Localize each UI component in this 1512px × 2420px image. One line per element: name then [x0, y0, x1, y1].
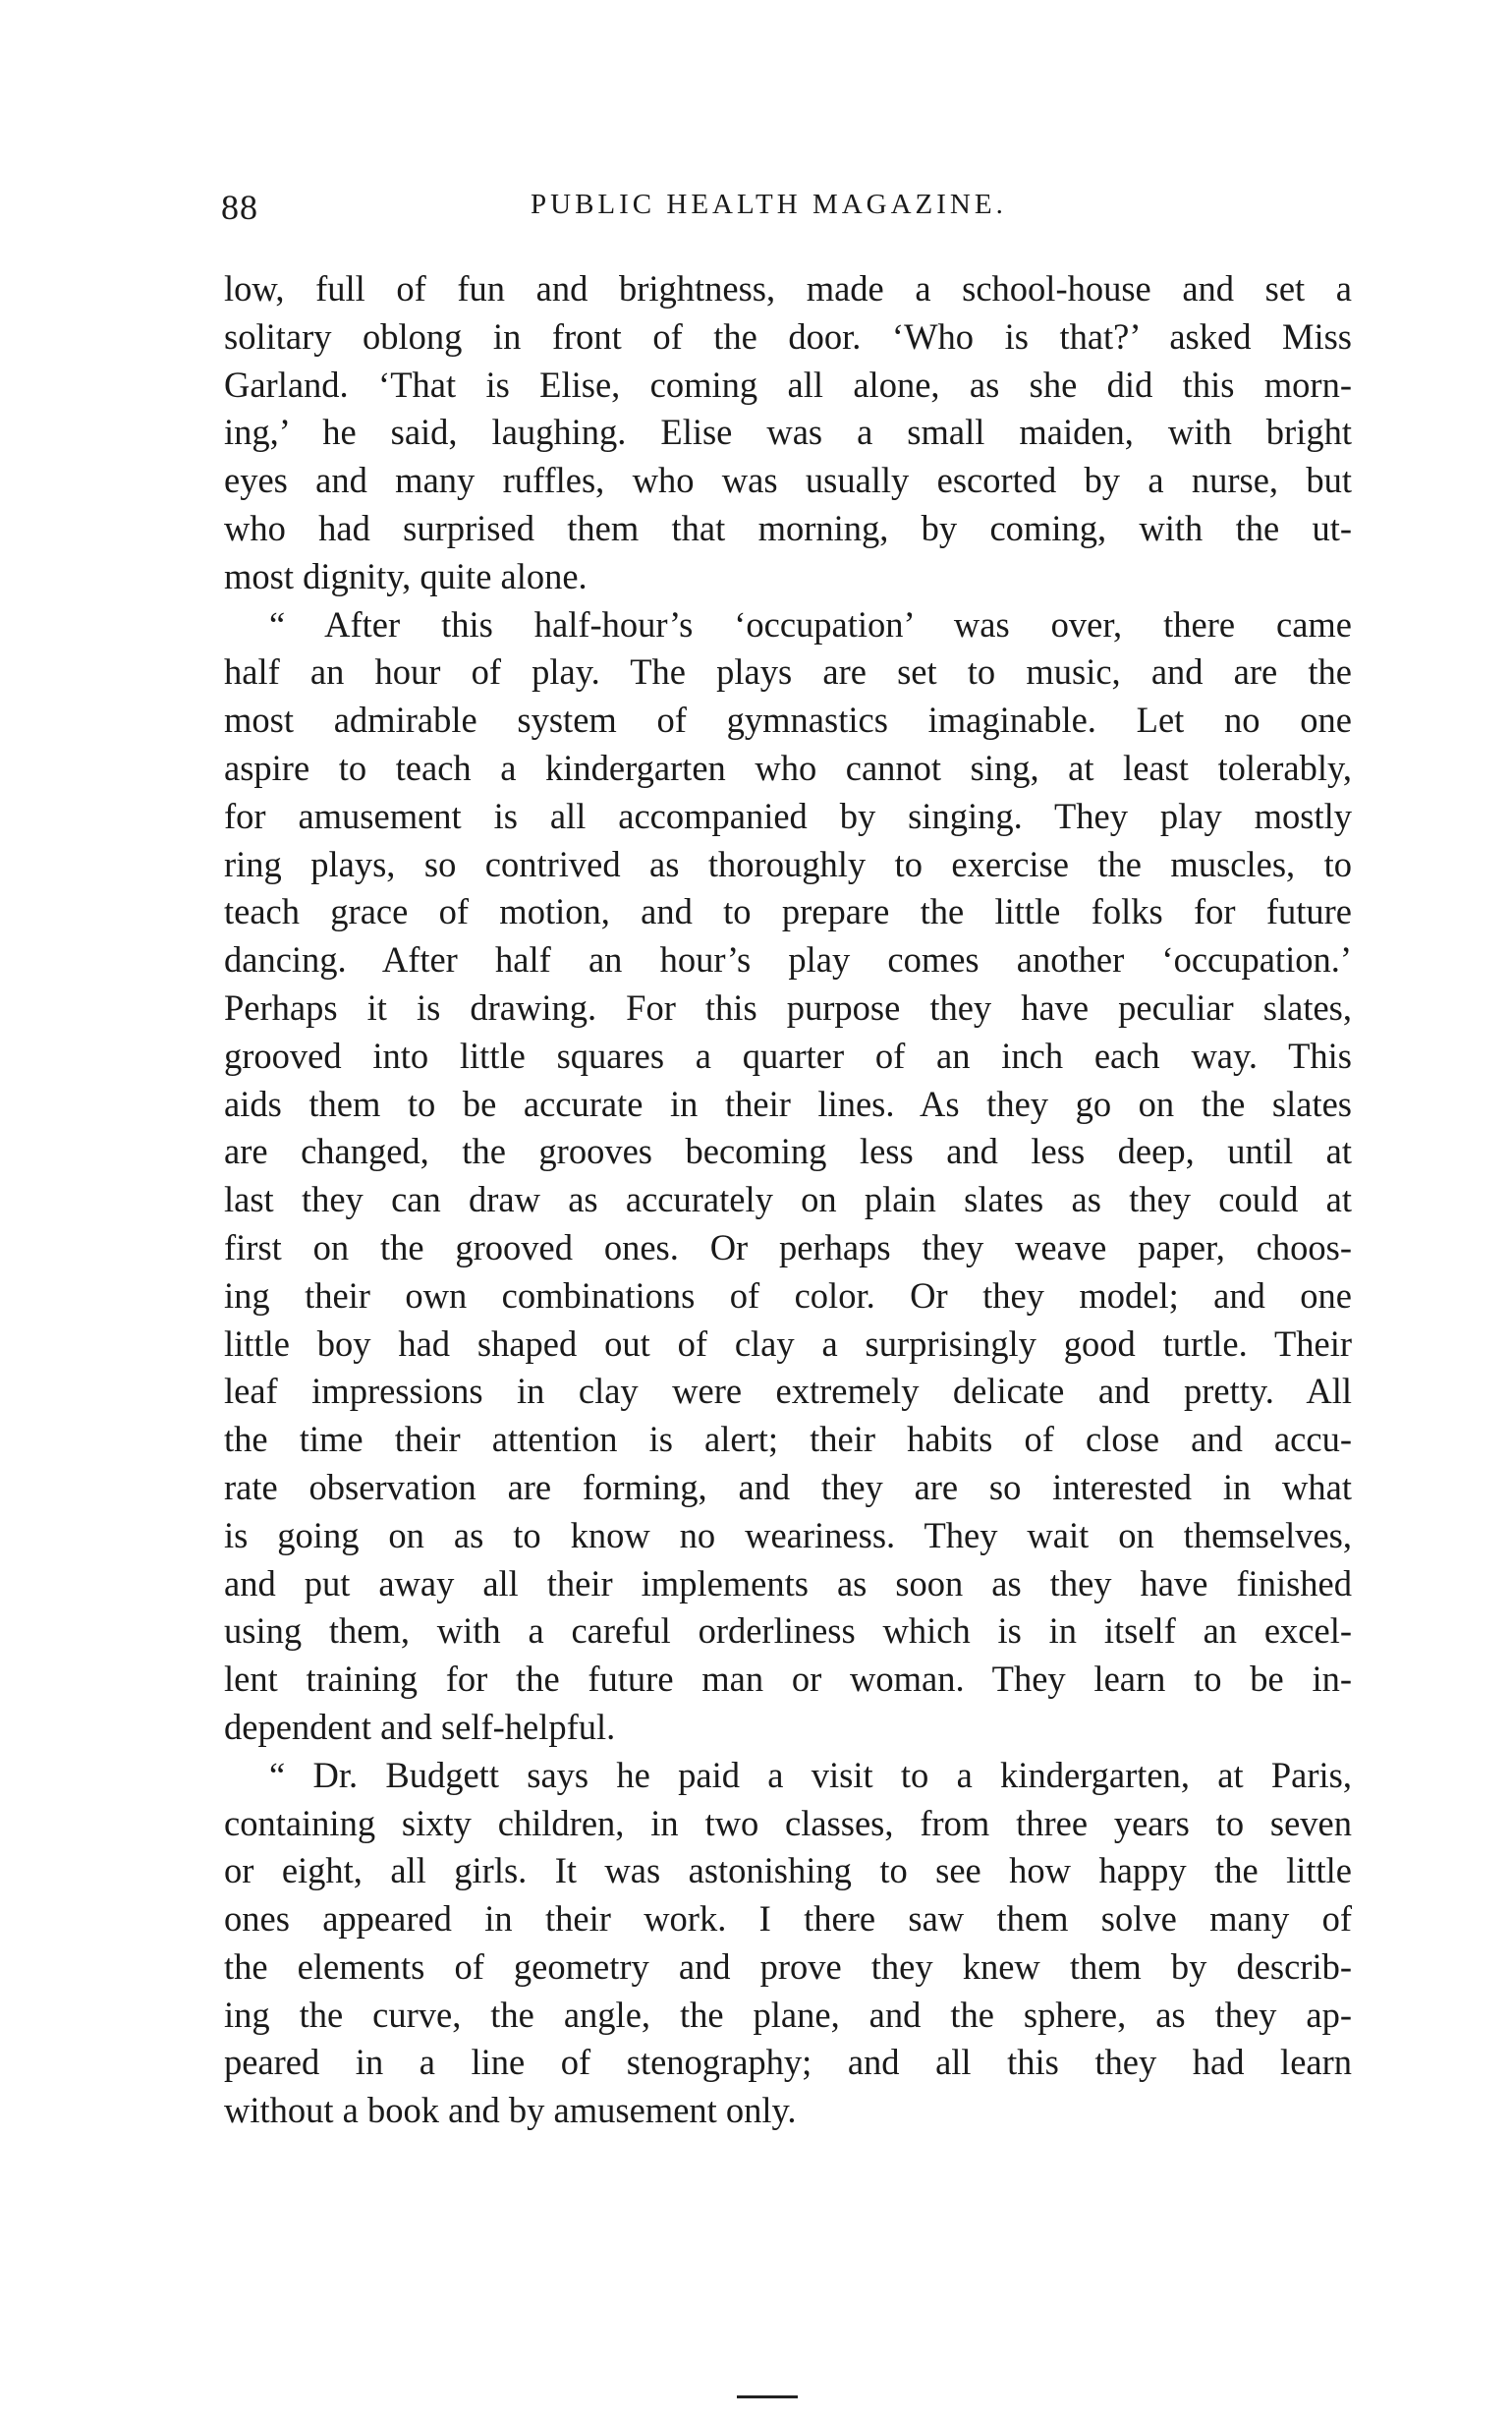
- text-line: aids them to be accurate in their lines. As they go on the slates: [224, 1083, 1352, 1124]
- text-line: the elements of geometry and prove they knew them by describ-: [224, 1945, 1352, 1987]
- text-line: are changed, the grooves becoming less and less deep, until at: [224, 1131, 1352, 1172]
- text-line: first on the grooved ones. Or perhaps they weave paper, choos-: [224, 1226, 1352, 1267]
- text-line: “ Dr. Budgett says he paid a visit to a kindergarten, at Paris,: [269, 1754, 1352, 1795]
- text-line: containing sixty children, in two classes, from three years to seven: [224, 1802, 1352, 1843]
- paragraph: [224, 601, 1352, 1752]
- text-line: peared in a line of stenography; and all this they had learn: [224, 2042, 1352, 2083]
- bottom-rule: [737, 2395, 798, 2398]
- text-line: rate observation are forming, and they are so interested in what: [224, 1466, 1352, 1507]
- text-line: ing the curve, the angle, the plane, and the sphere, as they ap-: [224, 1994, 1352, 2035]
- paragraph: [224, 1752, 1352, 2135]
- running-head: PUBLIC HEALTH MAGAZINE.: [531, 189, 1007, 220]
- text-line: using them, with a careful orderliness which is in itself an excel-: [224, 1610, 1352, 1652]
- text-line: is going on as to know no weariness. They wait on themselves,: [224, 1514, 1352, 1555]
- text-line: teach grace of motion, and to prepare the little folks for future: [224, 891, 1352, 932]
- text-line: the time their attention is alert; their habits of close and accu-: [224, 1419, 1352, 1460]
- text-line: ing their own combinations of color. Or they model; and one: [224, 1274, 1352, 1316]
- text-line: leaf impressions in clay were extremely delicate and pretty. All: [224, 1371, 1352, 1412]
- text-line: dancing. After half an hour’s play comes another ‘occupation.’: [224, 939, 1352, 981]
- text-line: lent training for the future man or woman. They learn to be in-: [224, 1659, 1352, 1700]
- text-line: who had surprised them that morning, by coming, with the ut-: [224, 507, 1352, 548]
- paragraph: [224, 265, 1352, 601]
- text-line: for amusement is all accompanied by singing. They play mostly: [224, 795, 1352, 836]
- text-line: half an hour of play. The plays are set to music, and are the: [224, 651, 1352, 693]
- page-header: [221, 187, 1390, 236]
- text-line: low, full of fun and brightness, made a school-house and set a: [224, 268, 1352, 309]
- body-text: [224, 265, 1352, 2135]
- text-line: ing,’ he said, laughing. Elise was a small maiden, with bright: [224, 412, 1352, 453]
- text-line: most dignity, quite alone.: [224, 555, 588, 596]
- text-line: and put away all their implements as soon as they have finished: [224, 1562, 1352, 1604]
- text-line: last they can draw as accurately on plain slates as they could at: [224, 1179, 1352, 1220]
- text-line: Perhaps it is drawing. For this purpose they have peculiar slates,: [224, 986, 1352, 1028]
- text-line: ones appeared in their work. I there saw them solve many of: [224, 1898, 1352, 1940]
- page-number: 88: [221, 188, 258, 227]
- text-line: dependent and self-helpful.: [224, 1706, 616, 1747]
- text-line: without a book and by amusement only.: [224, 2090, 797, 2131]
- text-line: Garland. ‘That is Elise, coming all alone, as she did this morn-: [224, 364, 1352, 405]
- text-line: most admirable system of gymnastics imaginable. Let no one: [224, 700, 1352, 741]
- text-line: ring plays, so contrived as thoroughly to exercise the muscles, to: [224, 843, 1352, 884]
- text-line: eyes and many ruffles, who was usually escorted by a nurse, but: [224, 460, 1352, 501]
- text-line: or eight, all girls. It was astonishing to see how happy the little: [224, 1850, 1352, 1891]
- text-line: solitary oblong in front of the door. ‘Who is that?’ asked Miss: [224, 315, 1352, 357]
- text-line: “ After this half-hour’s ‘occupation’ was over, there came: [269, 603, 1352, 645]
- text-line: grooved into little squares a quarter of an inch each way. This: [224, 1035, 1352, 1076]
- text-line: aspire to teach a kindergarten who cannot sing, at least tolerably,: [224, 747, 1352, 788]
- text-line: little boy had shaped out of clay a surprisingly good turtle. Their: [224, 1323, 1352, 1364]
